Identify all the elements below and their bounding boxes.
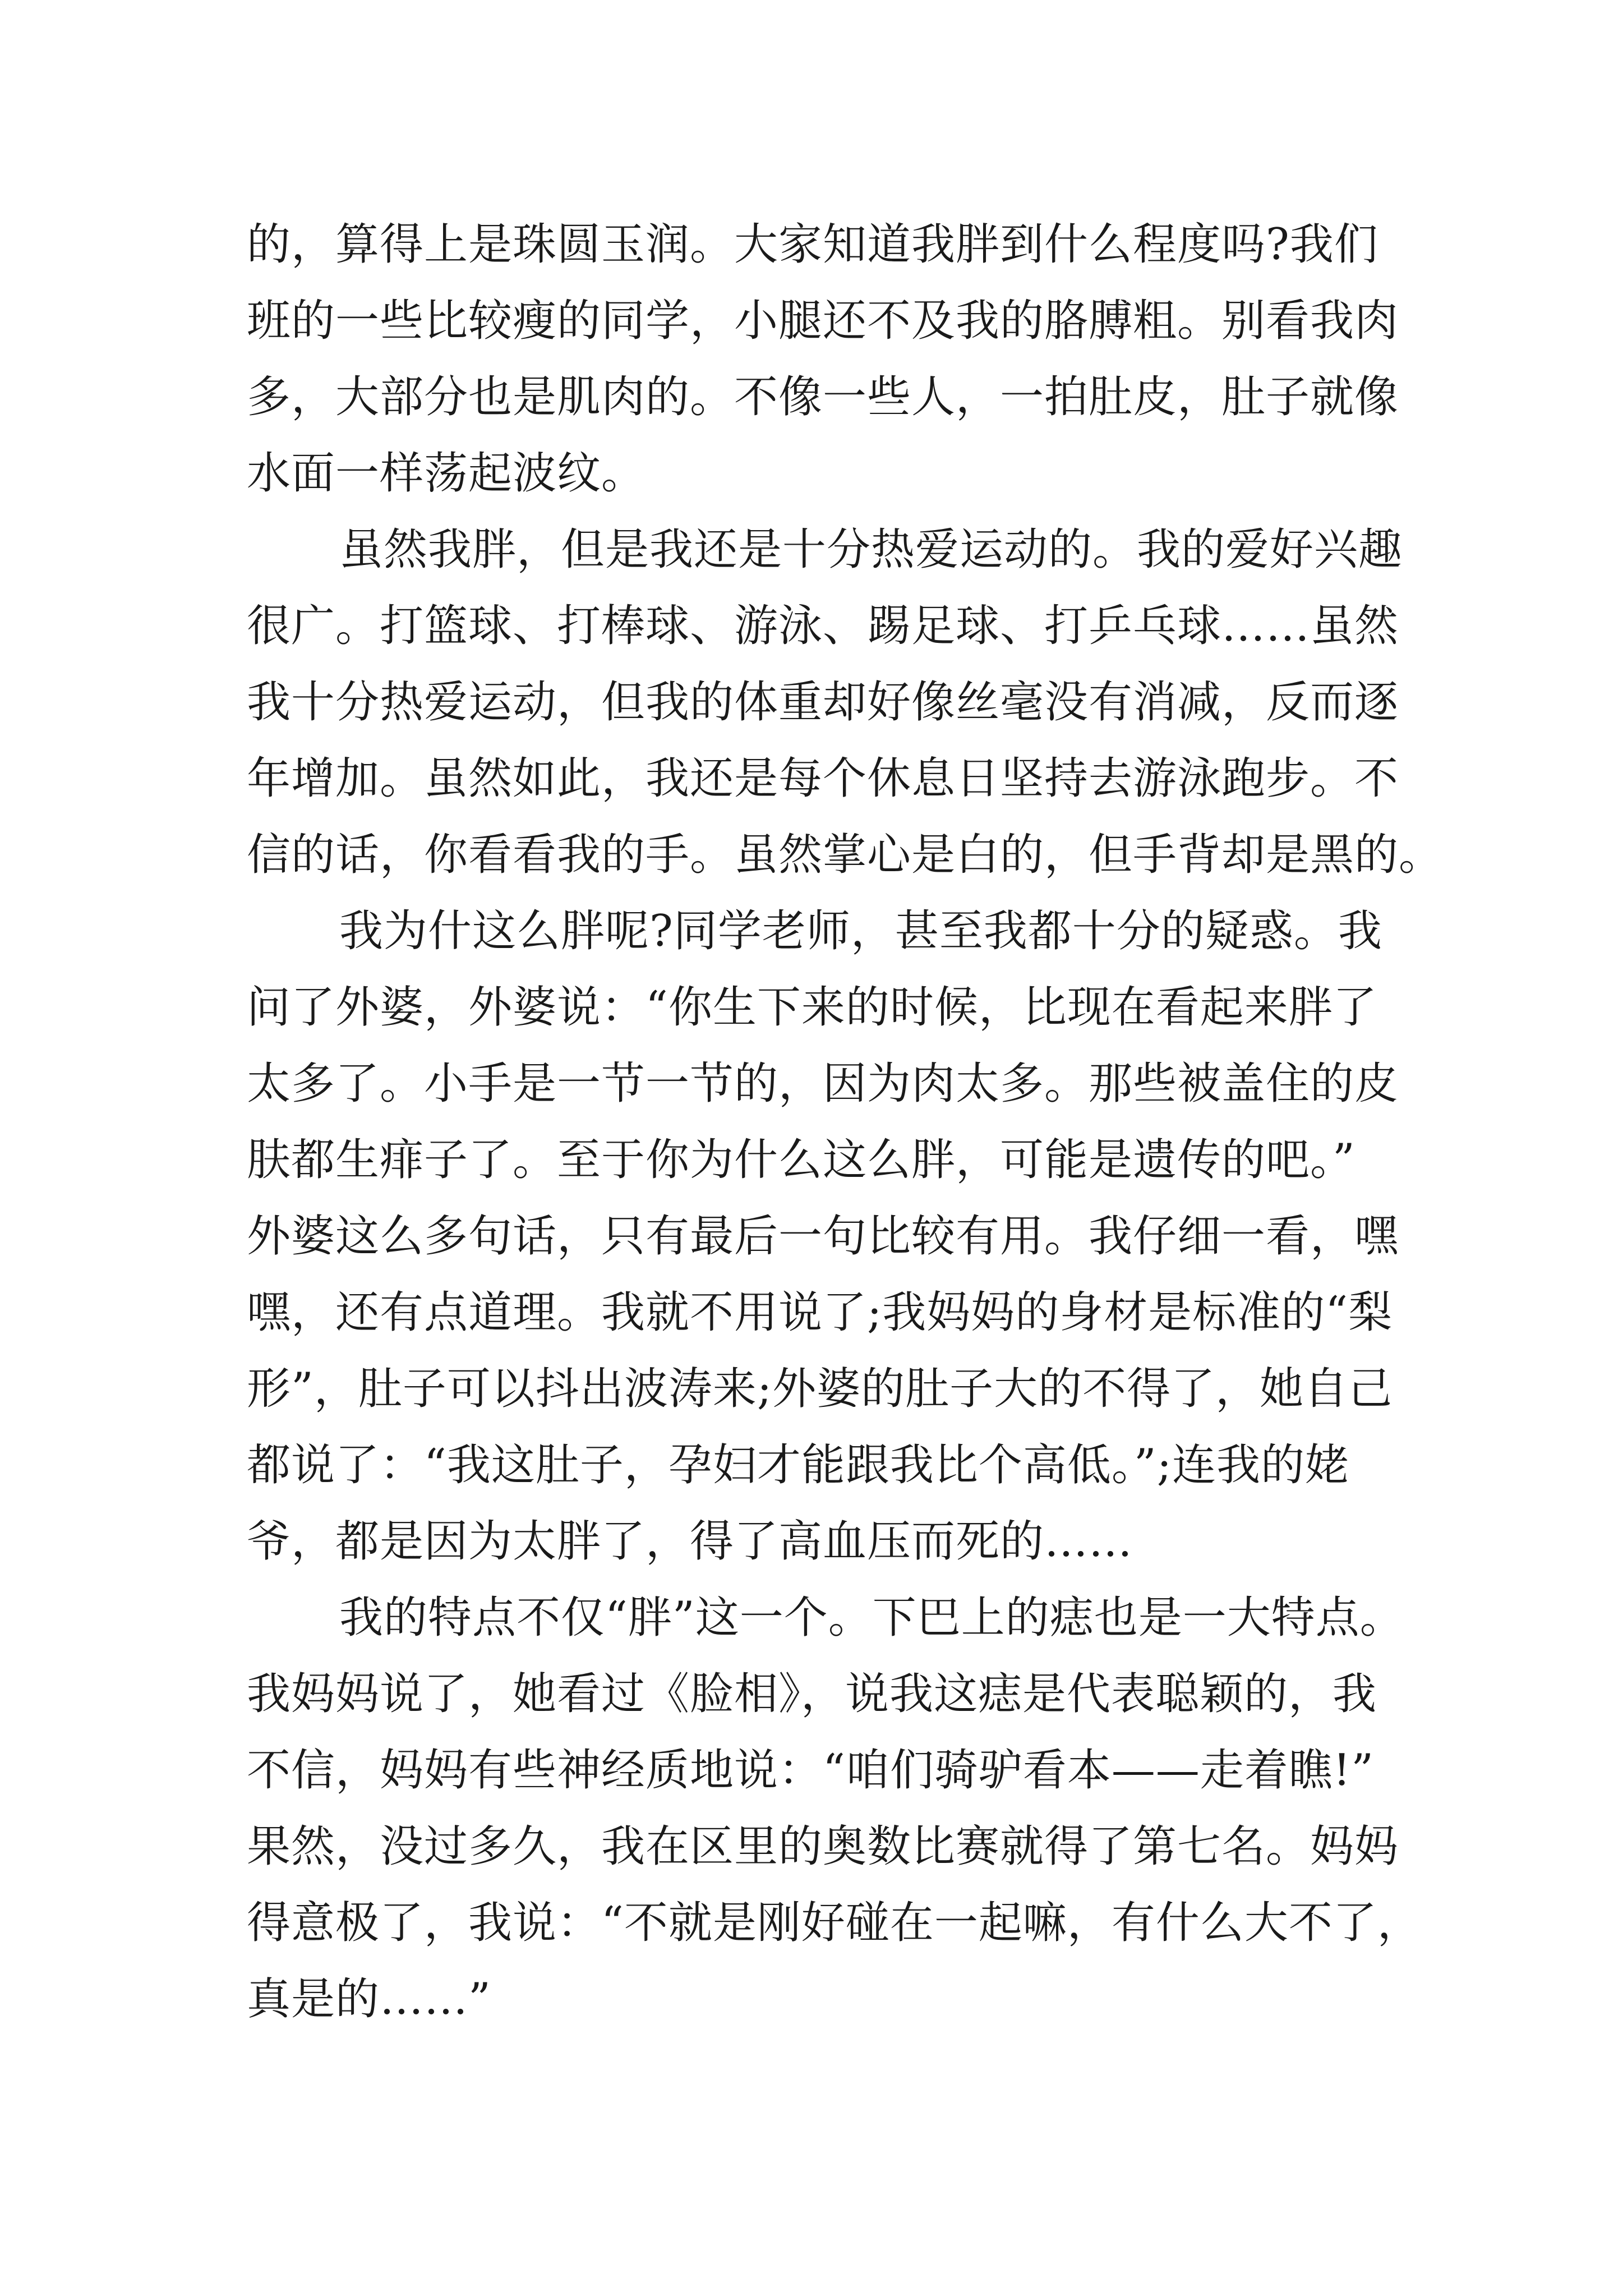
text-line: 太多了。小手是一节一节的，因为肉太多。那些被盖住的皮 bbox=[247, 1059, 1399, 1109]
text-line: 年增加。虽然如此，我还是每个休息日坚持去游泳跑步。不 bbox=[247, 753, 1399, 804]
text-line: 我妈妈说了，她看过《脸相》，说我这痣是代表聪颖的，我 bbox=[247, 1669, 1377, 1719]
text-line: 肤都生痱子了。至于你为什么这么胖，可能是遗传的吧。” bbox=[247, 1135, 1355, 1185]
text-line: 的，算得上是珠圆玉润。大家知道我胖到什么程度吗?我们 bbox=[247, 219, 1378, 270]
text-line: 形”，肚子可以抖出波涛来;外婆的肚子大的不得了，她自己 bbox=[247, 1364, 1393, 1414]
text-line: 果然，没过多久，我在区里的奥数比赛就得了第七名。妈妈 bbox=[247, 1821, 1399, 1872]
text-line: 都说了：“我这肚子，孕妇才能跟我比个高低。”;连我的姥 bbox=[247, 1440, 1350, 1490]
text-line: 我十分热爱运动，但我的体重却好像丝毫没有消减，反而逐 bbox=[247, 677, 1399, 728]
text-line: 问了外婆，外婆说：“你生下来的时候，比现在看起来胖了 bbox=[247, 982, 1377, 1033]
text-line: 不信，妈妈有些神经质地说：“咱们骑驴看本——走着瞧!” bbox=[247, 1745, 1375, 1796]
text-line: 爷，都是因为太胖了，得了高血压而死的…… bbox=[247, 1516, 1133, 1567]
text-line: 很广。打篮球、打棒球、游泳、踢足球、打乒乓球……虽然 bbox=[247, 601, 1399, 651]
text-line: 得意极了，我说：“不就是刚好碰在一起嘛，有什么大不了， bbox=[247, 1898, 1422, 1948]
text-line: 多，大部分也是肌肉的。不像一些人，一拍肚皮，肚子就像 bbox=[247, 372, 1399, 422]
text-line: 嘿，还有点道理。我就不用说了;我妈妈的身材是标准的“梨 bbox=[247, 1287, 1393, 1338]
paragraph-first-line: 虽然我胖，但是我还是十分热爱运动的。我的爱好兴趣 bbox=[339, 524, 1403, 575]
text-line: 信的话，你看看我的手。虽然掌心是白的，但手背却是黑的。 bbox=[247, 830, 1444, 880]
body-text bbox=[247, 206, 1444, 2037]
text-line: 外婆这么多句话，只有最后一句比较有用。我仔细一看，嘿 bbox=[247, 1211, 1399, 1262]
text-line: 真是的……” bbox=[247, 1974, 491, 2024]
text-line: 水面一样荡起波纹。 bbox=[247, 448, 646, 499]
text-line: 班的一些比较瘦的同学，小腿还不及我的胳膊粗。别看我肉 bbox=[247, 296, 1399, 346]
paragraph-first-line: 我为什这么胖呢?同学老师，甚至我都十分的疑惑。我 bbox=[339, 906, 1382, 956]
paragraph-first-line: 我的特点不仅“胖”这一个。下巴上的痣也是一大特点。 bbox=[339, 1593, 1404, 1643]
